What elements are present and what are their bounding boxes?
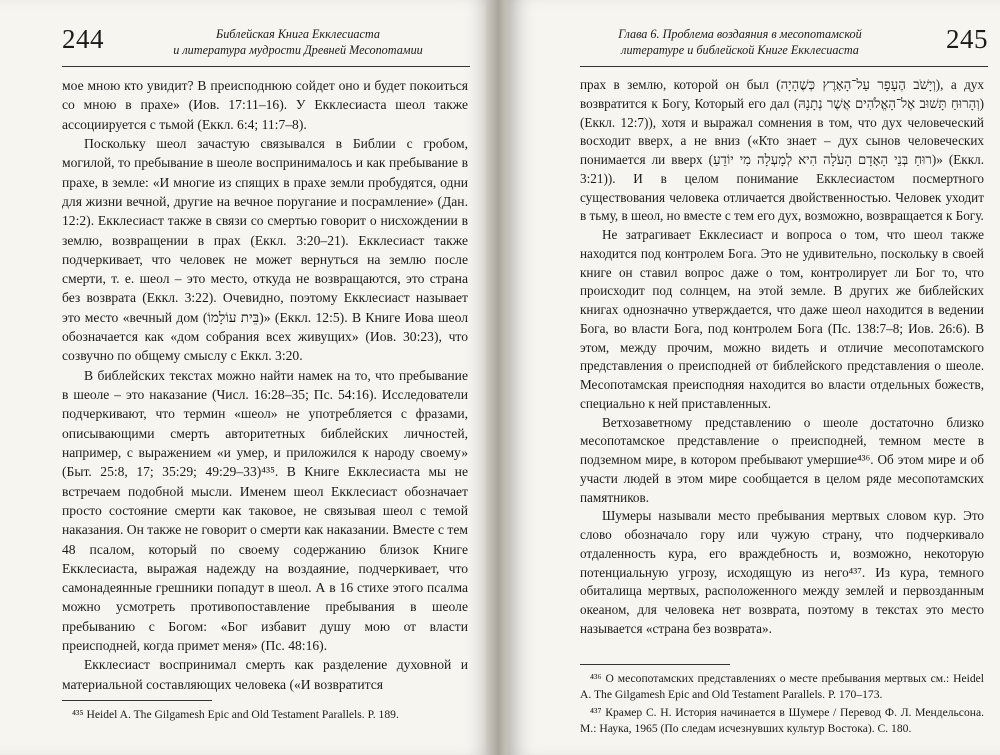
right-paragraph: Шумеры называли место пребывания мертвых словом кур. Это слово обозначало гору или чужую страну, что подчеркивало отдаленность кура, его враждебность и, возможно, некоторую потенциальную угрозу, исходящую из него⁴³⁷. Из кура, темного обиталища мертвых, расположенного между землей и первозданным океаном, для человека нет возврата, поэтому в текстах это место называется «страна без возврата».	[580, 508, 984, 636]
right-header-rule	[580, 66, 988, 67]
footnote-437: ⁴³⁷ Крамер С. Н. История начинается в Шумере / Перевод Ф. Л. Мендельсона. М.: Наука, 1965 (По следам исчезнувших культур Востока). С. 180.	[580, 706, 984, 735]
left-page	[0, 0, 492, 755]
left-header-title	[132, 26, 464, 58]
left-paragraph: мое мною кто увидит? В преисподнюю сойдет оно и будет покоиться со мною в прахе» (Иов. 17:11–16). У Екклесиаста шеол также ассоциируется с тьмой (Еккл. 6:4; 11:7–8).	[62, 78, 468, 132]
right-page-number: 245	[946, 24, 988, 54]
left-header-rule	[62, 66, 470, 67]
right-footnote-rule	[580, 664, 730, 665]
left-header-line-1: Библейская Книга Екклесиаста	[216, 27, 380, 41]
right-header-line-2: литературе и библейской Книге Екклесиаста	[621, 43, 859, 57]
left-paragraph: Поскольку шеол зачастую связывался в Библии с гробом, могилой, то пребывание в шеоле воспринималось и как пребывание в прахе, в земле: «И многие из спящих в прахе земли пробудятся, одни для жизни вечной, другие на вечное поругание и посрамление» (Дан. 12:2). Екклесиаст также в связи со смертью говорит о нисхождении в землю, возвращении в прах (Еккл. 3:20–21). Екклесиаст также подчеркивает, что человек не может вернуться на землю после смерти, т. е. шеол – это место, откуда не возвращаются, это страна без возврата (Еккл. 3:22). Очевидно, поэтому Екклесиаст называет это место «вечный дом (בֵּית עוֹלָמוֹ)» (Еккл. 12:5). В Книге Иова шеол обозначается как «дом собрания всех живущих» (Иов. 30:23), что созвучно по общему смыслу с Еккл. 3:20.	[62, 135, 468, 364]
left-footnotes	[62, 700, 466, 725]
left-page-number: 244	[62, 24, 104, 54]
right-footnotes	[580, 664, 984, 739]
left-paragraph: Екклесиаст воспринимал смерть как разделение духовной и материальной составляющих человека («И возвратится	[62, 657, 468, 692]
right-paragraph: Ветхозаветному представлению о шеоле достаточно близко месопотамское представление о преисподней, темном месте в подземном мире, в котором пребывают умершие⁴³⁶. Об этом мире и об участи людей в этом мире сообщается в целом ряде месопотамских памятников.	[580, 414, 984, 505]
right-running-header	[580, 22, 988, 68]
left-paragraph: В библейских текстах можно найти намек на то, что пребывание в шеоле – это наказание (Числ. 16:28–35; Пс. 54:16). Исследователи подчеркивают, что термин «шеол» не употребляется с фразами, описывающими смерть авторитетных библейских личностей, например, с выражением «и умер, и приложился к народу своему» (Быт. 25:8, 17; 35:29; 49:29–33)⁴³⁵. В Книге Екклесиаста мы не встречаем подобной мысли. Именем шеол Екклесиаст обозначает просто состояние смерти как таковое, не связывая шеол с темой наказания. Он также не говорит о смерти как наказании. Вместе с тем 48 псалом, который по своему содержанию близок Книге Екклесиаста, выражая надежду на воздаяние, подчеркивает, что самонадеянные грешники попадут в шеол. А в 16 стихе этого псалма можно усмотреть противопоставление пребывания в шеоле пребыванию с Богом: «Бог избавит душу мою от власти преисподней, когда примет меня» (Пс. 48:16).	[62, 367, 468, 654]
right-header-title	[580, 26, 900, 58]
left-header-line-2: и литература мудрости Древней Месопотамии	[173, 43, 423, 57]
right-paragraph: Не затрагивает Екклесиаст и вопроса о том, что шеол также находится под контролем Бога. Это не удивительно, поскольку в своей книге он ставил вопрос даже о том, контролирует ли Бог то, что происходит под солнцем, на этой земле. В других же библейских книгах однозначно утверждается, что даже шеол находится в ведении Бога, во власти Бога, под контролем Бога (Пс. 138:7–8; Иов. 26:6). В этом, между прочим, можно видеть и отличие месопотамского представления о преисподней от библейского представления о шеоле. Месопотамская преисподняя находится во власти отдельных божеств, специально к ней приставленных.	[580, 227, 984, 411]
right-page	[508, 0, 1000, 755]
right-body-text	[580, 76, 984, 639]
footnote-435: ⁴³⁵ Heidel A. The Gilgamesh Epic and Old Testament Parallels. P. 189.	[72, 708, 399, 721]
right-paragraph: прах в землю, которой он был (וְיָשֹׁב הֶעָפָר עַל־הָאָרֶץ כְּשֶׁהָיָה), а дух возвратится к Богу, Который его дал (וְהָרוּחַ תָּשׁוּב אֶל־הָאֱלֹהִים אֲשֶׁר נְתָנָהּ) (Еккл. 12:7)), хотя и выражал сомнения в том, что дух человеческий восходит вверх, а не вниз («Кто знает – дух сынов человеческих понимается ли вверх (רוּחַ בְּנֵי הָאָדָם הָעֹלָה הִיא לְמָעְלָה מִי יוֹדֵעַ)» (Еккл. 3:21)). И в целом понимание Екклесиастом посмертного существования человека отличается двойственностью. Человек уходит в тьму, в шеол, но вместе с тем его дух, возможно, возвращается к Богу.	[580, 77, 984, 224]
left-running-header	[62, 22, 470, 68]
footnote-436: ⁴³⁶ О месопотамских представлениях о месте пребывания мертвых см.: Heidel A. The Gilgamesh Epic and Old Testament Parallels. P. 170–173.	[580, 672, 984, 701]
right-header-line-1: Глава 6. Проблема воздаяния в месопотамской	[618, 27, 862, 41]
left-body-text	[62, 76, 468, 694]
left-footnote-rule	[62, 700, 212, 701]
